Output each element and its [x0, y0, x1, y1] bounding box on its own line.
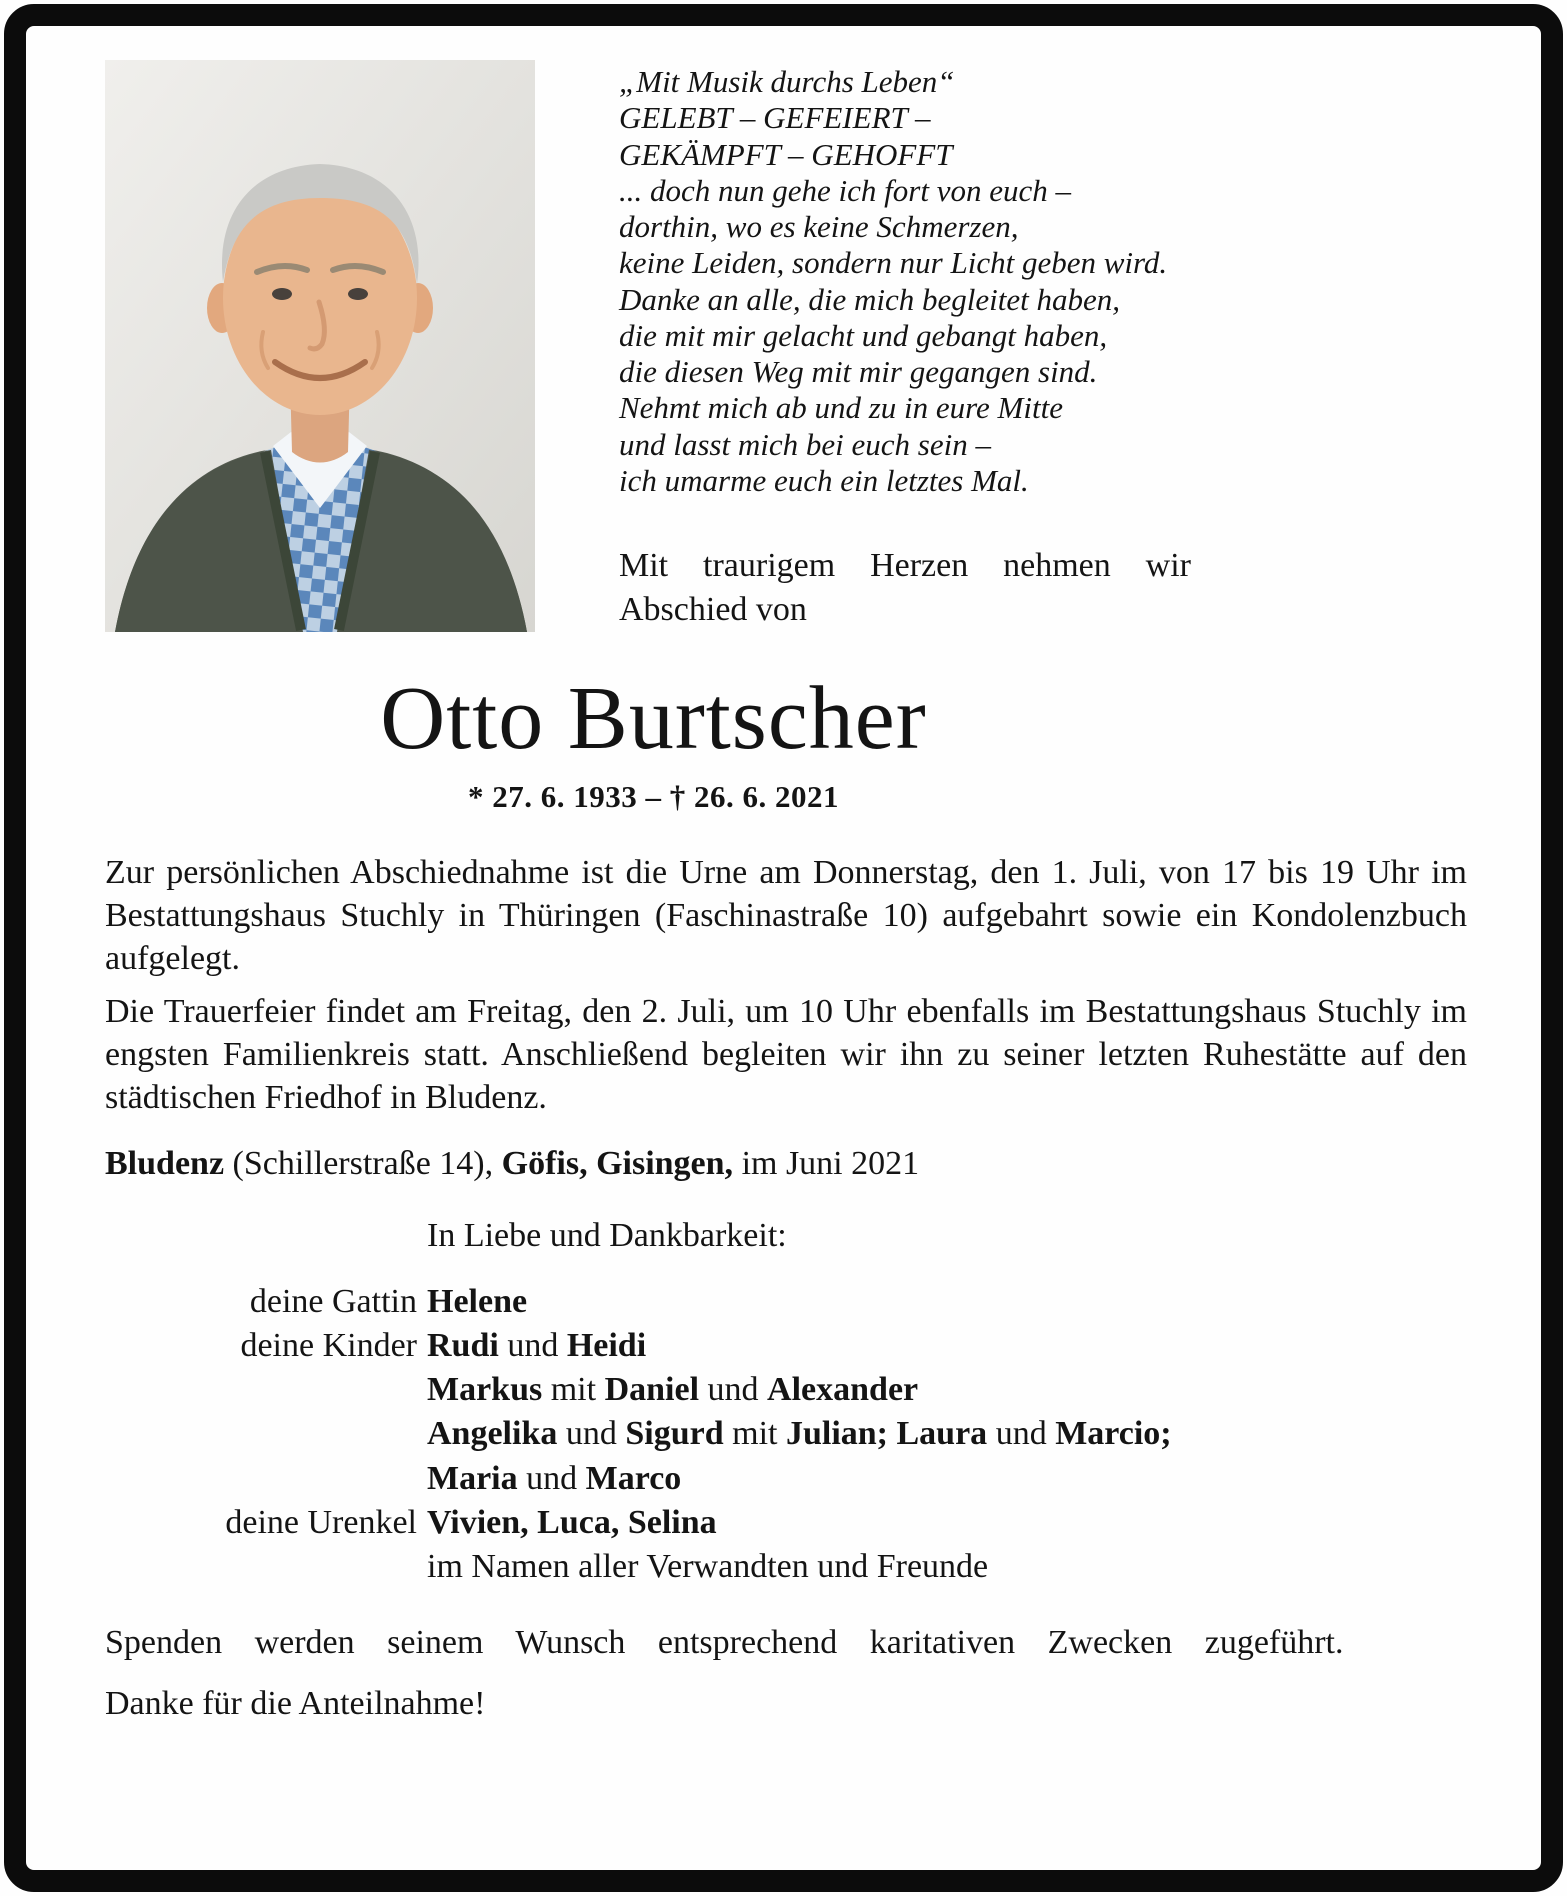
family-relation-label: deine Kinder — [240, 1327, 417, 1365]
poem-line: die diesen Weg mit mir gegangen sind. — [619, 354, 1098, 390]
family-relation-label: deine Urenkel — [225, 1503, 417, 1541]
text-segment: und — [699, 1371, 768, 1409]
text-segment: und — [987, 1415, 1056, 1453]
text-segment: im Namen aller Verwandten und Freunde — [427, 1548, 989, 1586]
poem-line: „Mit Musik durchs Leben“ — [619, 64, 955, 99]
family-relation-label — [105, 1412, 417, 1456]
bold-name-segment: Heidi — [566, 1327, 647, 1365]
bold-name-segment: Bludenz — [105, 1144, 225, 1182]
family-row — [105, 1457, 1467, 1501]
donation-note: Spenden werden seinem Wunsch entsprechend karitativen Zwecken zugeführt. — [105, 1624, 1344, 1662]
portrait-illustration — [105, 60, 535, 632]
text-segment: mit — [542, 1371, 605, 1409]
poem-line: dorthin, wo es keine Schmerzen, — [619, 209, 1019, 245]
family-relation-label — [105, 1457, 417, 1501]
poem-line: und lasst mich bei euch sein – — [619, 426, 991, 462]
family-relation-label — [105, 1368, 417, 1412]
family-names — [427, 1412, 1172, 1456]
poem-line: Nehmt mich ab und zu in eure Mitte — [619, 390, 1063, 426]
right-column — [619, 60, 1219, 632]
portrait-photo — [105, 60, 535, 632]
poem-line: Danke an alle, die mich begleitet haben, — [619, 281, 1121, 317]
obituary-content — [105, 60, 1467, 1727]
bold-name-segment: Julian; Laura — [785, 1415, 988, 1453]
text-segment: im Juni 2021 — [733, 1144, 920, 1182]
bold-name-segment: Marco — [585, 1459, 682, 1497]
family-names — [427, 1324, 646, 1368]
family-row — [105, 1280, 1467, 1324]
bold-name-segment: Rudi — [427, 1327, 499, 1365]
bold-name-segment: Vivien, Luca, Selina — [427, 1503, 717, 1541]
family-row — [105, 1324, 1467, 1368]
bold-name-segment: Marcio; — [1055, 1415, 1172, 1453]
text-segment: und — [557, 1415, 626, 1453]
bold-name-segment: Markus — [427, 1371, 543, 1409]
poem-line: GEKÄMPFT – GEHOFFT — [619, 136, 953, 172]
family-names — [427, 1457, 681, 1501]
bold-name-segment: Angelika — [427, 1415, 558, 1453]
poem-line: GELEBT – GEFEIERT – — [619, 100, 931, 136]
name-block — [105, 669, 1467, 815]
thanks-line: Danke für die Anteilnahme! — [105, 1685, 486, 1723]
family-names — [427, 1545, 988, 1589]
gratitude-line: In Liebe und Dankbarkeit: — [427, 1216, 787, 1254]
poem-line: ... doch nun gehe ich fort von euch – — [619, 172, 1071, 208]
family-row — [105, 1412, 1467, 1456]
poem-line: ich umarme euch ein letztes Mal. — [619, 462, 1029, 498]
bold-name-segment: Sigurd — [625, 1415, 724, 1453]
poem-line: die mit mir gelacht und gebangt haben, — [619, 317, 1108, 353]
family-names — [427, 1368, 918, 1412]
family-names — [427, 1280, 527, 1324]
text-segment: und — [498, 1327, 567, 1365]
top-section — [105, 60, 1467, 632]
bold-name-segment: Daniel — [604, 1371, 700, 1409]
family-names — [427, 1501, 717, 1545]
place-date-line — [105, 1142, 1467, 1186]
family-row — [105, 1545, 1467, 1589]
family-row — [105, 1501, 1467, 1545]
life-dates: * 27. 6. 1933 – † 26. 6. 2021 — [468, 778, 839, 814]
family-row — [105, 1368, 1467, 1412]
text-segment: (Schillerstraße 14), — [224, 1144, 502, 1182]
family-relation-label: deine Gattin — [249, 1282, 417, 1320]
family-relation-label — [105, 1545, 417, 1589]
deceased-name: Otto Burtscher — [380, 669, 927, 768]
family-list — [105, 1280, 1467, 1589]
text-segment: mit — [723, 1415, 786, 1453]
bold-name-segment: Göfis, Gisingen, — [501, 1144, 734, 1182]
bold-name-segment: Maria — [427, 1459, 518, 1497]
memorial-poem — [619, 60, 1219, 499]
bold-name-segment: Helene — [427, 1282, 528, 1320]
poem-line: keine Leiden, sondern nur Licht geben wird. — [619, 245, 1168, 281]
farewell-intro: Mit traurigem Herzen nehmen wir Abschied von — [619, 546, 1191, 628]
bold-name-segment: Alexander — [767, 1371, 919, 1409]
funeral-info-paragraph: Die Trauerfeier findet am Freitag, den 2. Juli, um 10 Uhr ebenfalls im Bestattungshaus Stuchly im engsten Familienkreis statt. Anschließend begleiten wir ihn zu seiner letzten Ruhestätte auf den städtischen Friedhof in Bludenz. — [105, 993, 1467, 1117]
viewing-info-paragraph: Zur persönlichen Abschiednahme ist die Urne am Donnerstag, den 1. Juli, von 17 bis 19 Uhr im Bestattungshaus Stuchly in Thüringen (Faschinastraße 10) aufgebahrt sowie ein Kondolenzbuch aufgelegt. — [105, 853, 1467, 977]
text-segment: und — [517, 1459, 586, 1497]
